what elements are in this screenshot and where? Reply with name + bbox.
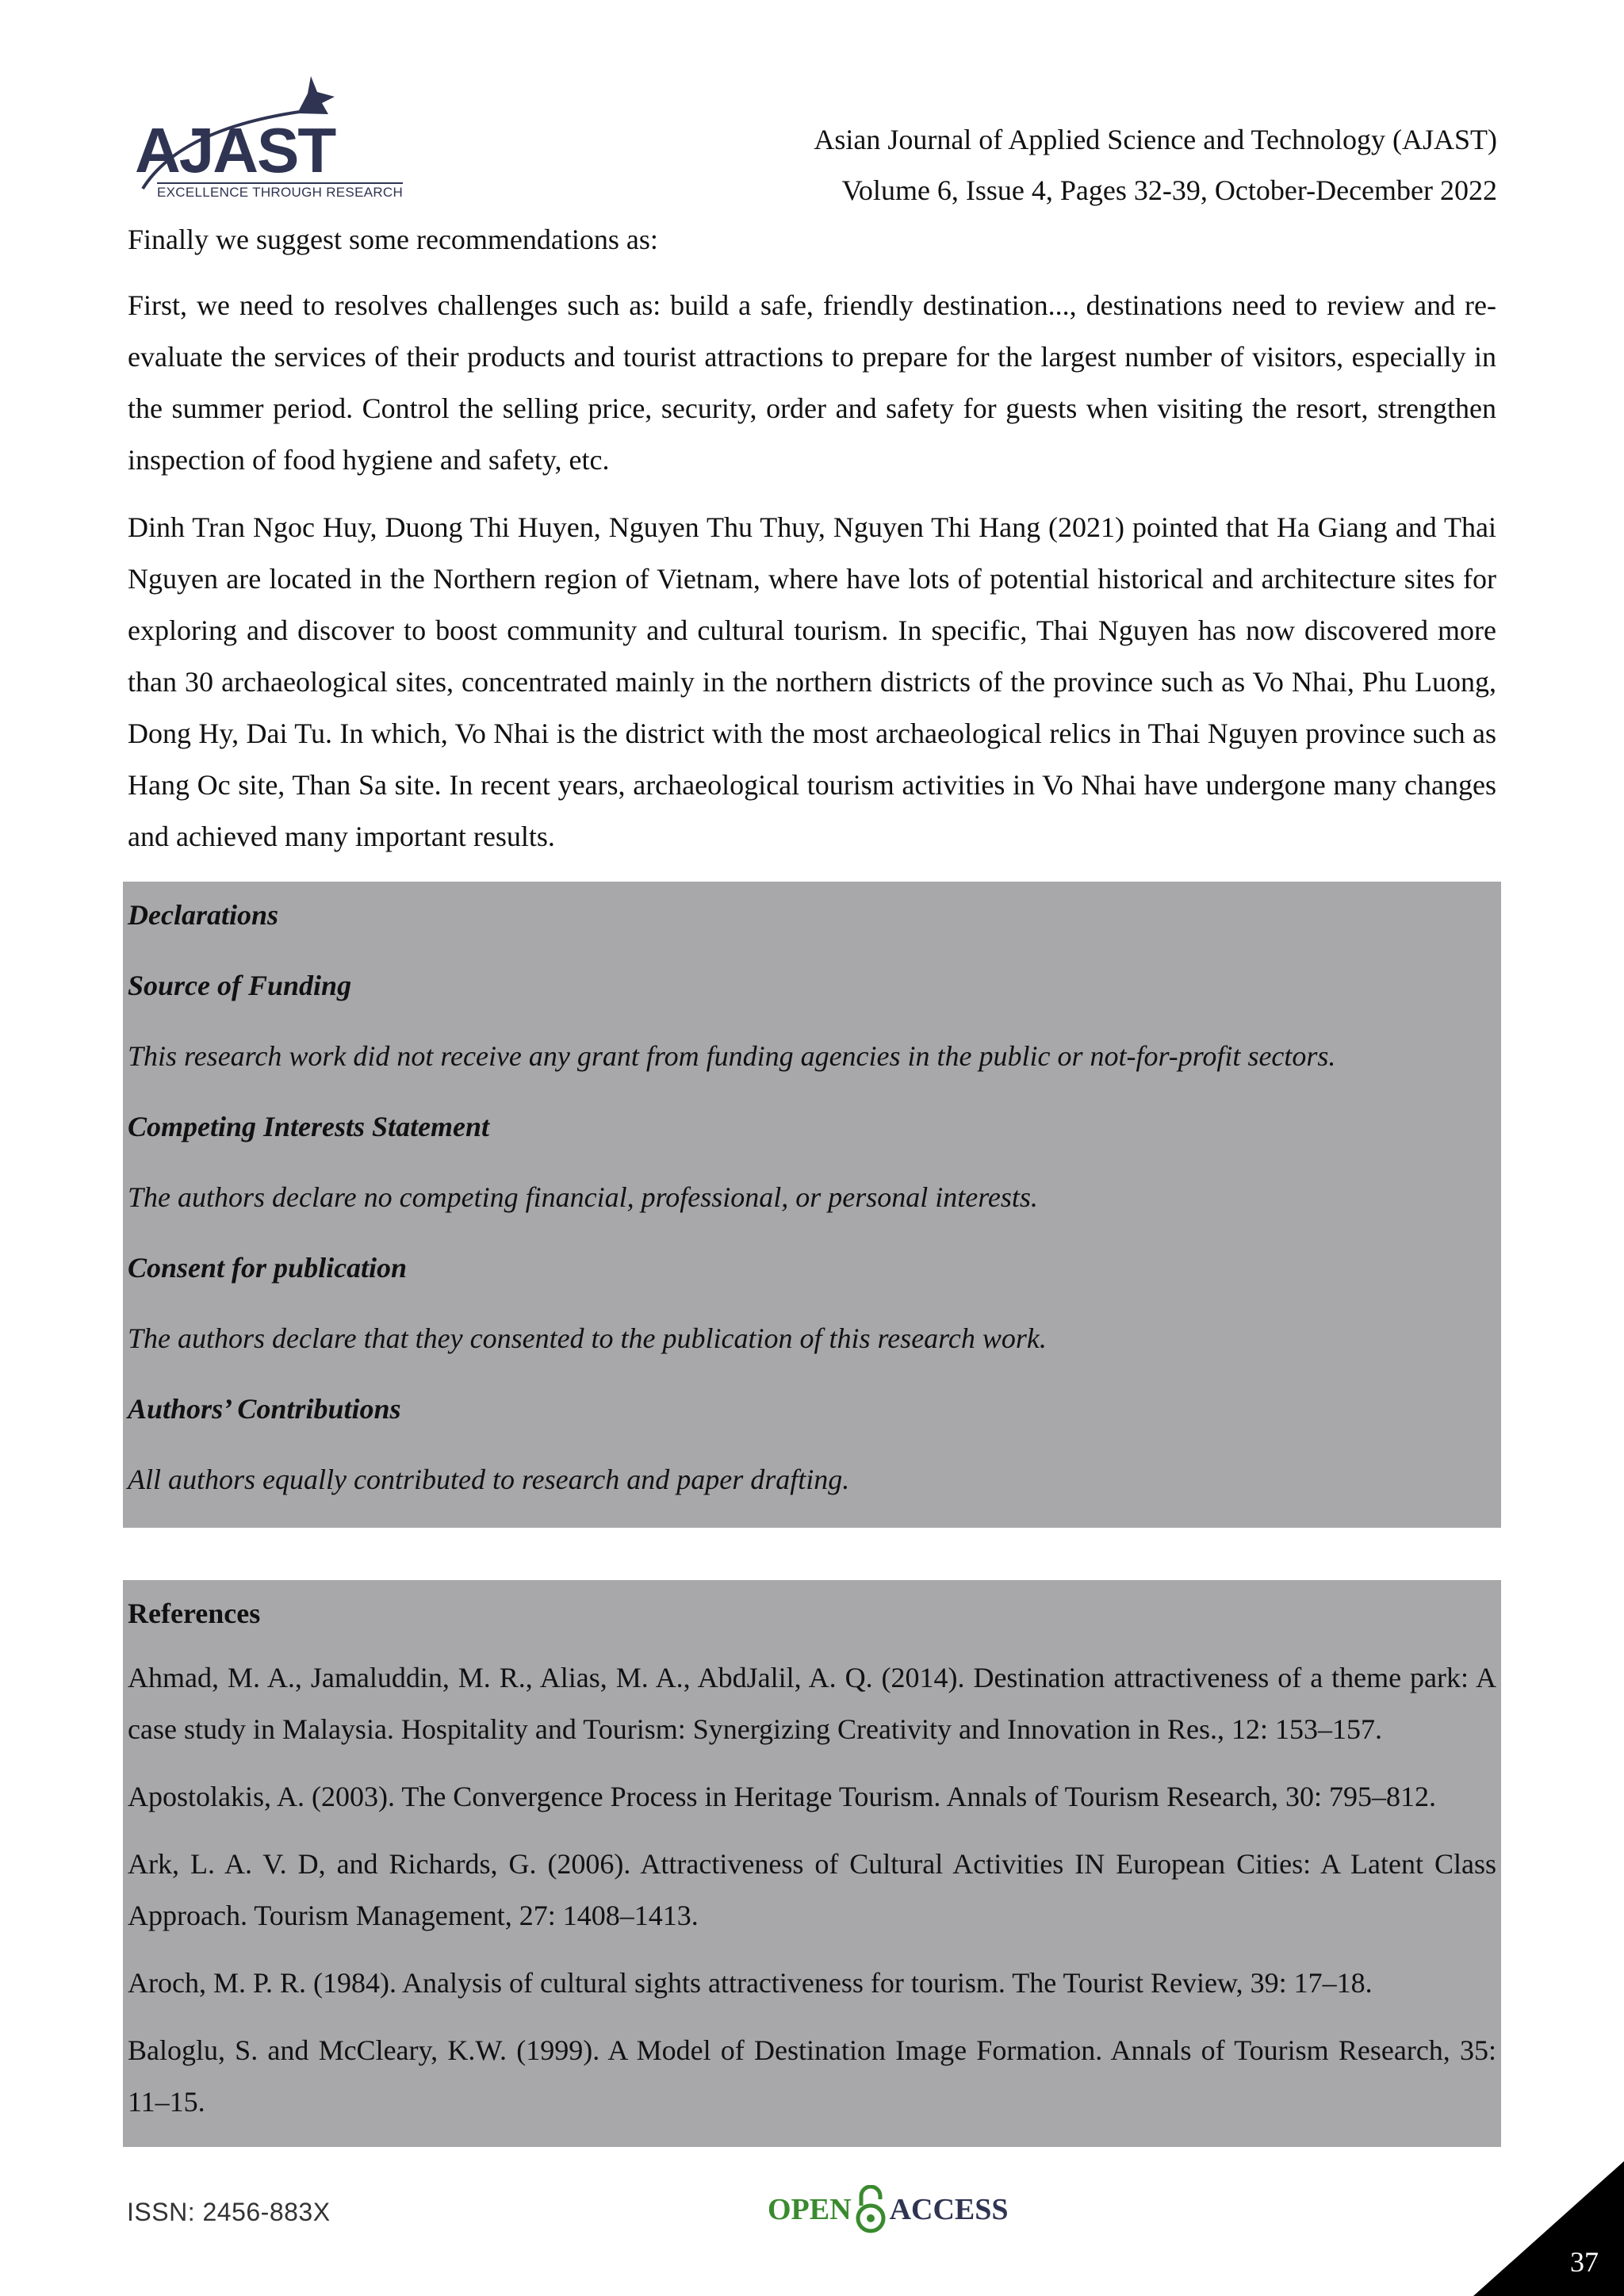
competing-heading: Competing Interests Statement [128, 1111, 490, 1142]
references-box [123, 1580, 1501, 2147]
body-paragraph-2: Dinh Tran Ngoc Huy, Duong Thi Huyen, Nguyen Thu Thuy, Nguyen Thi Hang (2021) pointed that Ha Giang and Thai Nguyen are located in the Northern region of Vietnam, where have lots of potential historical and architecture sites for exploring and discover to boost community and cultural tourism. In specific, Thai Nguyen has now discovered more than 30 archaeological sites, concentrated mainly in the northern districts of the province such as Vo Nhai, Phu Luong, Dong Hy, Dai Tu. In which, Vo Nhai is the district with the most archaeological relics in Thai Nguyen province such as Hang Oc site, Than Sa site. In recent years, archaeological tourism activities in Vo Nhai have undergone many changes and achieved many important results. [128, 511, 1496, 852]
journal-header [814, 114, 1497, 216]
open-access-badge [768, 2182, 1009, 2237]
consent-heading: Consent for publication [128, 1252, 408, 1284]
funding-heading: Source of Funding [128, 970, 352, 1001]
competing-text: The authors declare no competing financial, professional, or personal interests. [128, 1181, 1038, 1213]
journal-title: Asian Journal of Applied Science and Technology (AJAST) [814, 124, 1497, 155]
open-lock-icon [855, 2185, 887, 2234]
intro-paragraph: Finally we suggest some recommendations as: [128, 224, 658, 255]
contributions-text: All authors equally contributed to research and paper drafting. [128, 1464, 850, 1495]
contributions-heading: Authors’ Contributions [128, 1393, 401, 1425]
funding-text: This research work did not receive any grant from funding agencies in the public or not-for-profit sectors. [128, 1040, 1336, 1072]
reference-item: Baloglu, S. and McCleary, K.W. (1999). A Model of Destination Image Formation. Annals of Tourism Research, 35: 11–15. [128, 2034, 1496, 2118]
body-paragraph-1: First, we need to resolves challenges such as: build a safe, friendly destination..., destinations need to review and re-evaluate the services of their products and tourist attractions to prepare for the largest number of visitors, especially in the summer period. Control the selling price, security, order and safety for guests when visiting the resort, strengthen inspection of food hygiene and safety, etc. [128, 289, 1496, 476]
page-number: 37 [1570, 2246, 1599, 2278]
journal-volume: Volume 6, Issue 4, Pages 32-39, October-December 2022 [841, 174, 1497, 206]
declarations-title: Declarations [128, 899, 279, 931]
open-access-access-text: ACCESS [889, 2193, 1009, 2226]
consent-text: The authors declare that they consented to the publication of this research work. [128, 1322, 1047, 1354]
page-content [128, 214, 1496, 2147]
open-access-open-text: OPEN [768, 2193, 852, 2226]
reference-item: Ahmad, M. A., Jamaluddin, M. R., Alias, M. A., AbdJalil, A. Q. (2014). Destination attractiveness of a theme park: A case study in Malaysia. Hospitality and Tourism: Synergizing Creativity and Innovation in Res., 12: 153–157. [128, 1662, 1496, 1745]
references-title: References [128, 1598, 261, 1629]
declarations-box [123, 882, 1501, 1528]
reference-item: Ark, L. A. V. D, and Richards, G. (2006). Attractiveness of Cultural Activities IN European Cities: A Latent Class Approach. Tourism Management, 27: 1408–1413. [128, 1848, 1496, 1931]
logo-wordmark: AJAST [135, 115, 335, 186]
reference-item: Aroch, M. P. R. (1984). Analysis of cultural sights attractiveness for tourism. The Tourist Review, 39: 17–18. [128, 1967, 1373, 1999]
journal-logo [135, 70, 404, 205]
page-corner-triangle [1473, 2161, 1624, 2296]
issn-label: ISSN: 2456-883X [127, 2198, 331, 2226]
logo-tagline: EXCELLENCE THROUGH RESEARCH [157, 182, 403, 201]
reference-item: Apostolakis, A. (2003). The Convergence Process in Heritage Tourism. Annals of Tourism Research, 30: 795–812. [128, 1781, 1437, 1812]
